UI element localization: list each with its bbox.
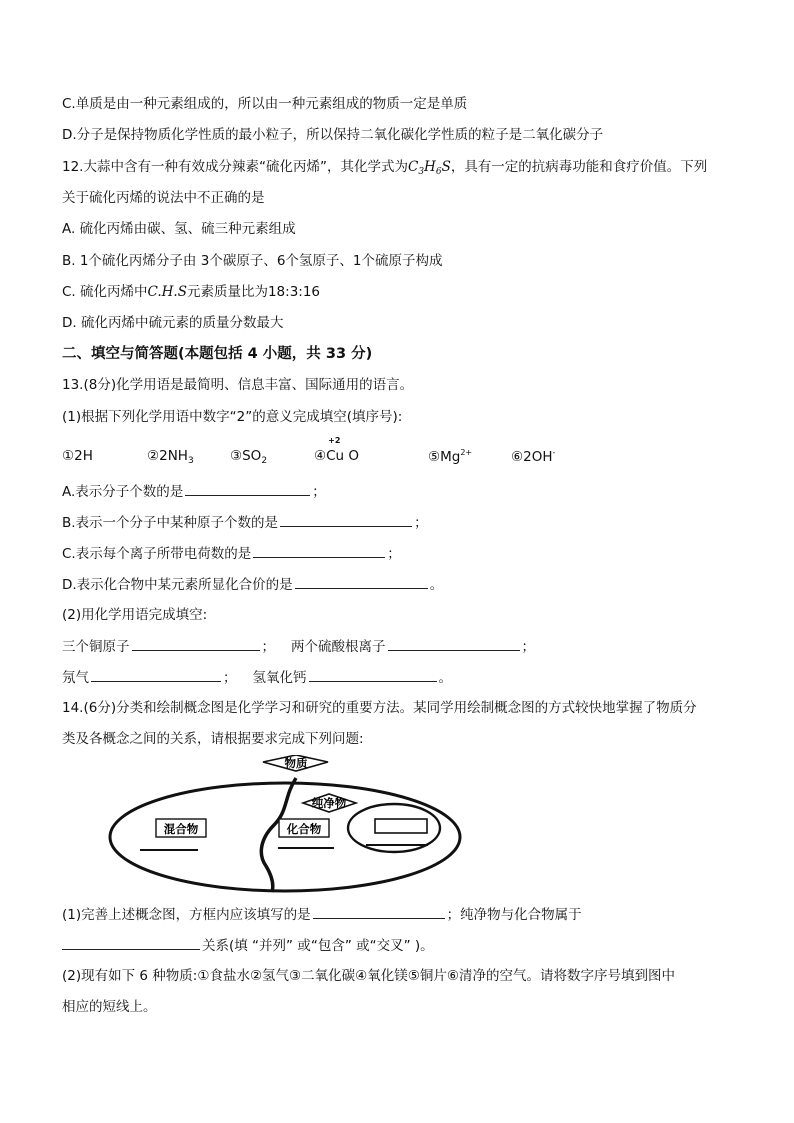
q14-part2-line2: 相应的短线上。 <box>62 999 157 1015</box>
symbol-6 <box>511 448 555 465</box>
concept-map-diagram <box>88 755 508 897</box>
sulfate-end: ； <box>521 639 535 655</box>
fill-row-a <box>62 481 326 502</box>
fill-a-end: ； <box>312 484 326 500</box>
symbol-2-sub: 3 <box>187 456 194 466</box>
symbol-1: ①2H <box>62 448 93 464</box>
q14-part1-text-3: 关系(填 “并列” 或“包含” 或“交叉” )。 <box>202 938 434 954</box>
answer-blank-d[interactable] <box>295 574 428 589</box>
symbol-3-sub: 2 <box>261 456 268 466</box>
q14-part2-line1: (2)现有如下 6 种物质:①食盐水②氢气③二氧化碳④氧化镁⑤铜片⑥清净的空气。请将数字序号填到图中 <box>62 968 675 984</box>
q12-option-c-elements: C.H.S <box>147 284 187 300</box>
fill-a-label: A.表示分子个数的是 <box>62 484 184 500</box>
q14-part1-text-2: ；纯净物与化合物属于 <box>446 907 582 923</box>
q12-option-a: A. 硫化丙烯由碳、氢、硫三种元素组成 <box>62 221 296 237</box>
symbol-6-sup: - <box>552 448 556 457</box>
answer-blank-sulfate[interactable] <box>388 636 520 651</box>
symbol-4-body: Cu O <box>326 448 360 464</box>
q11-option-d: D.分子是保持物质化学性质的最小粒子，所以保持二氧化碳化学性质的粒子是二氧化碳分子 <box>62 127 604 143</box>
formula-c-sub: 3 <box>418 167 425 177</box>
copper-end: ； <box>261 639 275 655</box>
hydroxide-label: 氢氧化钙 <box>252 670 307 686</box>
symbol-4-cuo <box>326 436 360 464</box>
fill-row-d <box>62 574 443 595</box>
fill-row-c <box>62 543 401 564</box>
fill-d-label: D.表示化合物中某元素所显化合价的是 <box>62 577 293 593</box>
answer-blank-c[interactable] <box>253 543 385 558</box>
symbol-2-body: ②2NH <box>147 448 188 464</box>
q12-option-c-pre: C. 硫化丙烯中 <box>62 284 148 300</box>
symbol-2 <box>147 448 194 466</box>
fill-b-label: B.表示一个分子中某种原子个数的是 <box>62 515 279 531</box>
q13-stem: 13.(8分)化学用语是最简明、信息丰富、国际通用的语言。 <box>62 377 414 393</box>
q12-option-b: B. 1个硫化丙烯分子由 3个碳原子、6个氢原子、1个硫原子构成 <box>62 253 443 269</box>
answer-blank-hydroxide[interactable] <box>309 667 437 682</box>
q13-part1: (1)根据下列化学用语中数字“2”的意义完成填空(填序号): <box>62 409 403 425</box>
q14-stem-line2: 类及各概念之间的关系，请根据要求完成下列问题: <box>62 731 364 747</box>
q14-part1-line1 <box>62 904 582 925</box>
compound-label: 化合物 <box>286 822 322 836</box>
neon-label: 氖气 <box>62 670 89 686</box>
empty-concept-box[interactable] <box>375 819 427 833</box>
sulfate-label: 两个硫酸根离子 <box>291 639 386 655</box>
formula-c: C <box>407 159 419 175</box>
answer-blank-relation[interactable] <box>62 935 200 950</box>
symbol-5-sup: 2+ <box>460 448 473 457</box>
q13-part2: (2)用化学用语完成填空: <box>62 607 208 623</box>
copper-label: 三个铜原子 <box>62 639 130 655</box>
answer-blank-a[interactable] <box>185 481 310 496</box>
formula-s: S <box>441 159 451 175</box>
valence-label: +2 <box>328 436 341 445</box>
symbol-4-prefix: ④ <box>314 448 327 464</box>
hydroxide-end: 。 <box>438 670 452 686</box>
q13-part2-row2 <box>62 667 452 688</box>
pure-substance-label: 纯净物 <box>311 796 347 810</box>
q11-option-c: C.单质是由一种元素组成的，所以由一种元素组成的物质一定是单质 <box>62 96 468 112</box>
q12-formula <box>408 159 451 175</box>
q12-option-d: D. 硫化丙烯中硫元素的质量分数最大 <box>62 315 284 331</box>
neon-end: ； <box>223 670 237 686</box>
q14-part1-line2 <box>62 935 434 956</box>
symbol-4 <box>314 436 360 464</box>
symbol-3-body: ③SO <box>230 448 262 464</box>
q12-stem-text-2: ，具有一定的抗病毒功能和食疗价值。下列 <box>450 159 708 175</box>
q12-stem <box>62 157 707 182</box>
fill-c-label: C.表示每个离子所带电荷数的是 <box>62 546 252 562</box>
answer-blank-copper[interactable] <box>132 636 260 651</box>
formula-h: H <box>424 159 436 175</box>
section2-heading: 二、填空与简答题(本题包括 4 小题，共 33 分) <box>62 346 373 362</box>
answer-blank-b[interactable] <box>280 512 412 527</box>
formula-h-sub: 6 <box>435 167 442 177</box>
substance-label: 物质 <box>284 756 308 770</box>
q12-stem-line2: 关于硫化丙烯的说法中不正确的是 <box>62 190 265 206</box>
q12-option-c-post: 元素质量比为18:3:16 <box>186 284 321 300</box>
q14-part1-text: (1)完善上述概念图，方框内应该填写的是 <box>62 907 311 923</box>
fill-row-b <box>62 512 428 533</box>
q13-part2-row1 <box>62 636 535 657</box>
symbol-5-body: ⑤Mg <box>428 449 461 465</box>
q12-stem-text: 12.大蒜中含有一种有效成分辣素“硫化丙烯”，其化学式为 <box>62 159 408 175</box>
answer-blank-box[interactable] <box>313 904 445 919</box>
fill-c-end: ； <box>387 546 401 562</box>
answer-blank-neon[interactable] <box>91 667 221 682</box>
q12-option-c <box>62 282 320 302</box>
fill-d-end: 。 <box>429 577 444 593</box>
symbol-3 <box>230 448 267 466</box>
mixture-label: 混合物 <box>163 822 199 836</box>
fill-b-end: ； <box>414 515 428 531</box>
q14-stem-line1: 14.(6分)分类和绘制概念图是化学学习和研究的重要方法。某同学用绘制概念图的方式较快地掌握了物质分 <box>62 700 697 716</box>
symbol-5 <box>428 448 472 465</box>
symbol-6-body: ⑥2OH <box>511 449 553 465</box>
